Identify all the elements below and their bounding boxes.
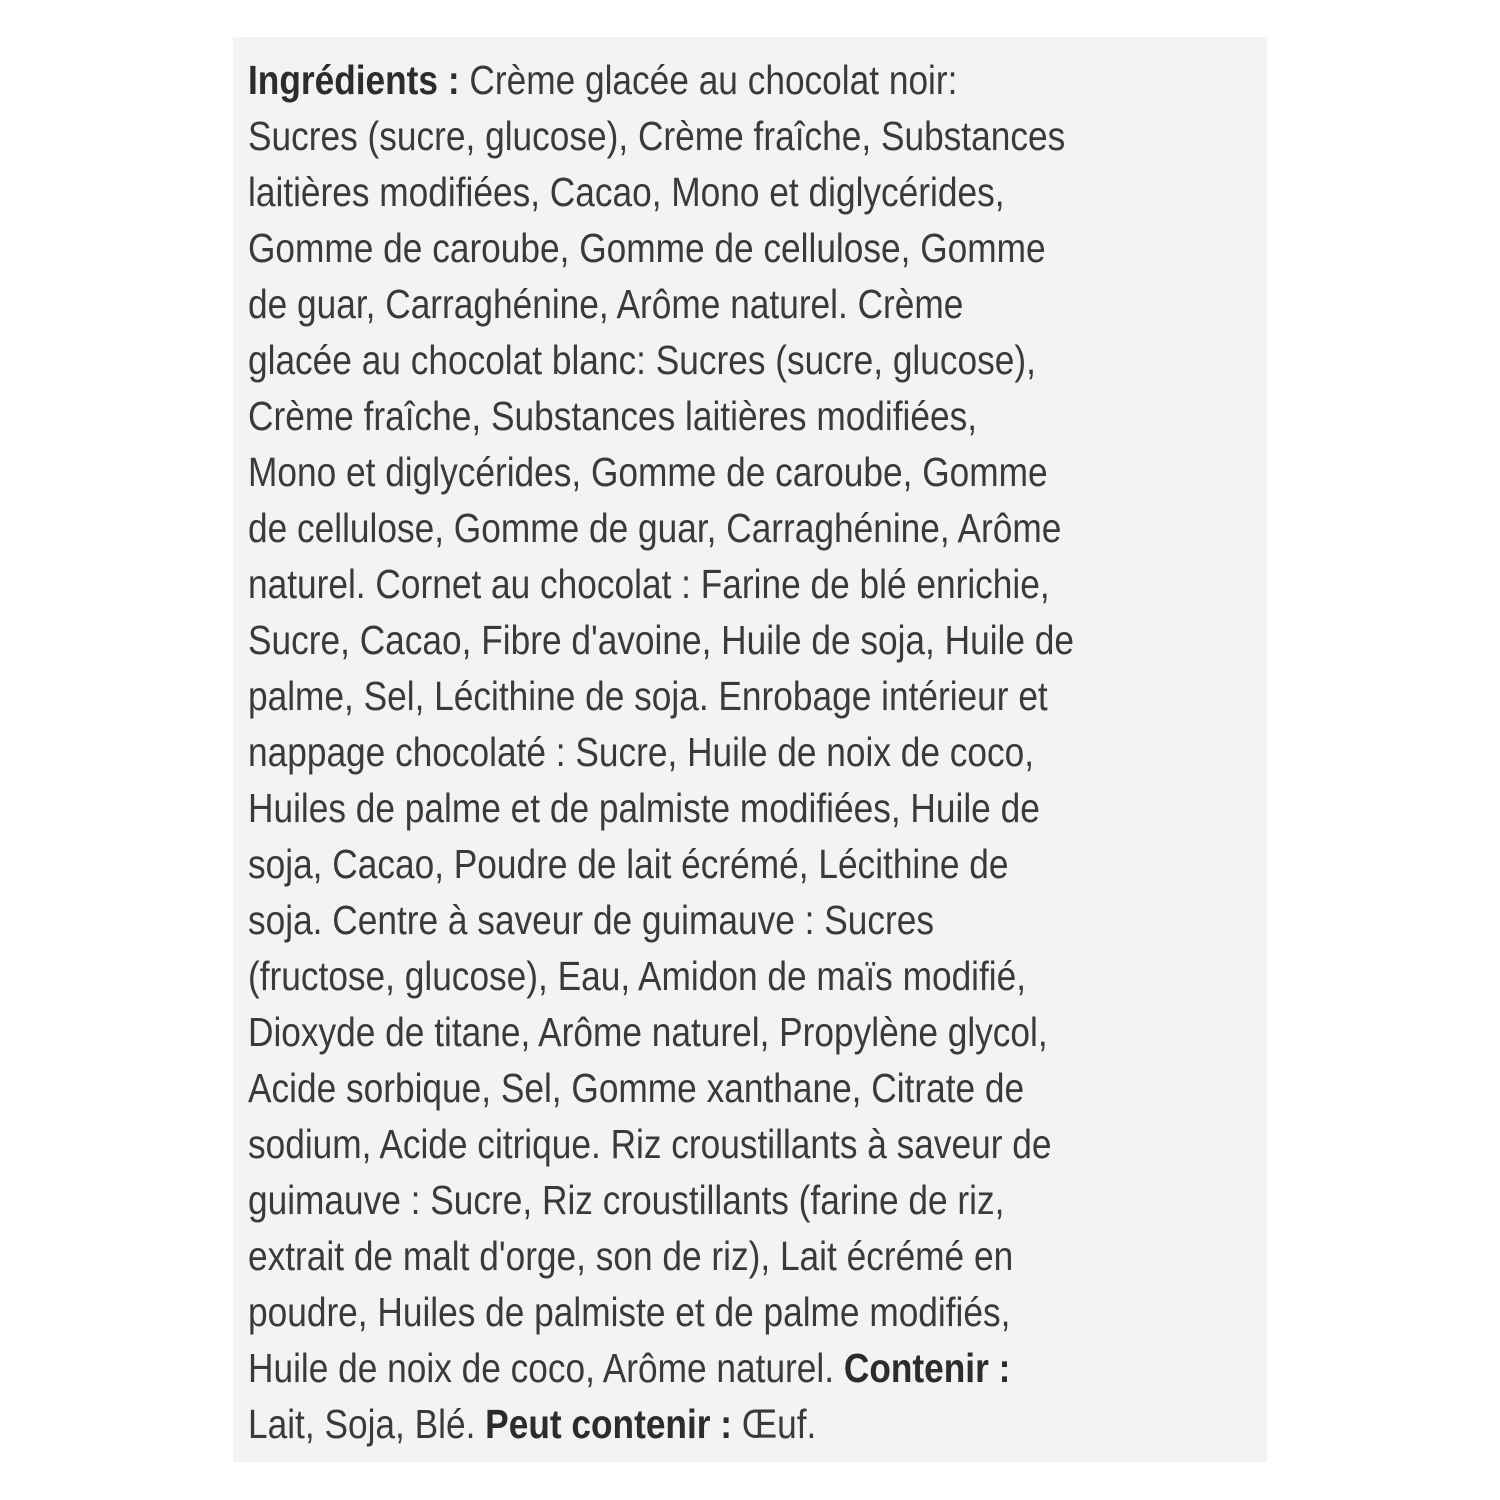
- may-contain-value: Œuf.: [741, 1401, 817, 1447]
- ingredients-text-line: Huiles de palme et de palmiste modifiées, Huile de: [248, 785, 1040, 831]
- ingredients-text-line: de cellulose, Gomme de guar, Carraghénine, Arôme: [248, 505, 1062, 551]
- ingredients-text-line: sodium, Acide citrique. Riz croustillants à saveur de: [248, 1121, 1052, 1167]
- ingredients-text-line: Gomme de caroube, Gomme de cellulose, Gomme: [248, 225, 1046, 271]
- ingredients-text-line: nappage chocolaté : Sucre, Huile de noix de coco,: [248, 729, 1035, 775]
- ingredients-text-line: Crème fraîche, Substances laitières modifiées,: [248, 393, 978, 439]
- ingredients-text-line: laitières modifiées, Cacao, Mono et diglycérides,: [248, 169, 1005, 215]
- ingredients-text-line: extrait de malt d'orge, son de riz), Lait écrémé en: [248, 1233, 1014, 1279]
- contains-label: Contenir :: [843, 1345, 1011, 1391]
- ingredients-text-line: guimauve : Sucre, Riz croustillants (farine de riz,: [248, 1177, 1005, 1223]
- ingredients-text-line: Dioxyde de titane, Arôme naturel, Propylène glycol,: [248, 1009, 1048, 1055]
- ingredients-text-line: poudre, Huiles de palmiste et de palme modifiés,: [248, 1289, 1011, 1335]
- ingredients-text-line: de guar, Carraghénine, Arôme naturel. Crème: [248, 281, 964, 327]
- ingredients-text-line: naturel. Cornet au chocolat : Farine de blé enrichie,: [248, 561, 1050, 607]
- ingredients-line-1: [248, 52, 1074, 108]
- ingredients-heading: Ingrédients :: [248, 57, 460, 103]
- ingredients-text-line: Huile de noix de coco, Arôme naturel.: [248, 1345, 835, 1391]
- contains-value: Lait, Soja, Blé.: [248, 1401, 476, 1447]
- ingredients-text-line: Crème glacée au chocolat noir:: [469, 57, 958, 103]
- ingredients-text-line: soja. Centre à saveur de guimauve : Sucres: [248, 897, 934, 943]
- ingredients-text-line: Mono et diglycérides, Gomme de caroube, Gomme: [248, 449, 1048, 495]
- may-contain-label: Peut contenir :: [485, 1401, 733, 1447]
- ingredients-text-block: [248, 52, 1074, 1452]
- ingredients-text-line: Acide sorbique, Sel, Gomme xanthane, Citrate de: [248, 1065, 1025, 1111]
- ingredients-text-line: Sucre, Cacao, Fibre d'avoine, Huile de soja, Huile de: [248, 617, 1075, 663]
- allergens-line: [248, 1396, 1074, 1452]
- ingredients-text-line: palme, Sel, Lécithine de soja. Enrobage intérieur et: [248, 673, 1048, 719]
- ingredients-line-last: [248, 1340, 1074, 1396]
- ingredients-text-line: Sucres (sucre, glucose), Crème fraîche, Substances: [248, 113, 1066, 159]
- ingredients-text-line: soja, Cacao, Poudre de lait écrémé, Lécithine de: [248, 841, 1009, 887]
- ingredients-text-line: glacée au chocolat blanc: Sucres (sucre, glucose),: [248, 337, 1036, 383]
- ingredients-text-line: (fructose, glucose), Eau, Amidon de maïs modifié,: [248, 953, 1027, 999]
